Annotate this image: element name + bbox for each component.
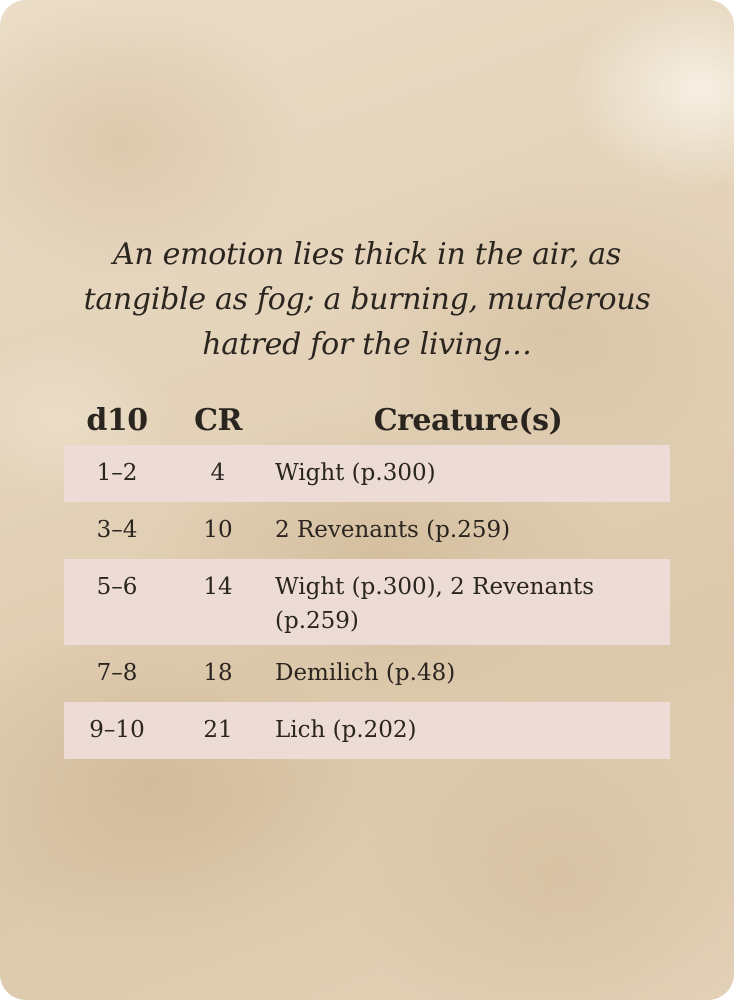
cell-d10: 9–10 bbox=[89, 717, 145, 743]
header-creatures: Creature(s) bbox=[373, 402, 563, 438]
cell-cr: 4 bbox=[210, 460, 226, 486]
table-row bbox=[64, 502, 670, 559]
cell-cr: 14 bbox=[203, 574, 233, 600]
table-row bbox=[64, 559, 670, 645]
cell-creatures: Lich (p.202) bbox=[275, 717, 417, 743]
cell-d10: 5–6 bbox=[96, 574, 138, 600]
cell-creatures: Wight (p.300), 2 Revenants (p.259) bbox=[275, 574, 595, 634]
flavor-text: An emotion lies thick in the air, as tangible as fog; a burning, murderous hatred for the living… bbox=[83, 237, 651, 362]
table-row bbox=[64, 445, 670, 502]
cell-d10: 7–8 bbox=[96, 660, 138, 686]
cell-creatures: Demilich (p.48) bbox=[275, 660, 456, 686]
cell-cr: 21 bbox=[203, 717, 233, 743]
cell-cr: 10 bbox=[203, 517, 233, 543]
table-header bbox=[64, 395, 670, 445]
header-d10: d10 bbox=[86, 402, 148, 438]
table-row bbox=[64, 645, 670, 702]
encounter-table bbox=[64, 395, 670, 759]
cell-creatures: 2 Revenants (p.259) bbox=[275, 517, 511, 543]
cell-cr: 18 bbox=[203, 660, 233, 686]
cell-d10: 1–2 bbox=[96, 460, 138, 486]
header-cr: CR bbox=[194, 402, 242, 438]
cell-creatures: Wight (p.300) bbox=[275, 460, 436, 486]
table-row bbox=[64, 702, 670, 759]
cell-d10: 3–4 bbox=[96, 517, 138, 543]
